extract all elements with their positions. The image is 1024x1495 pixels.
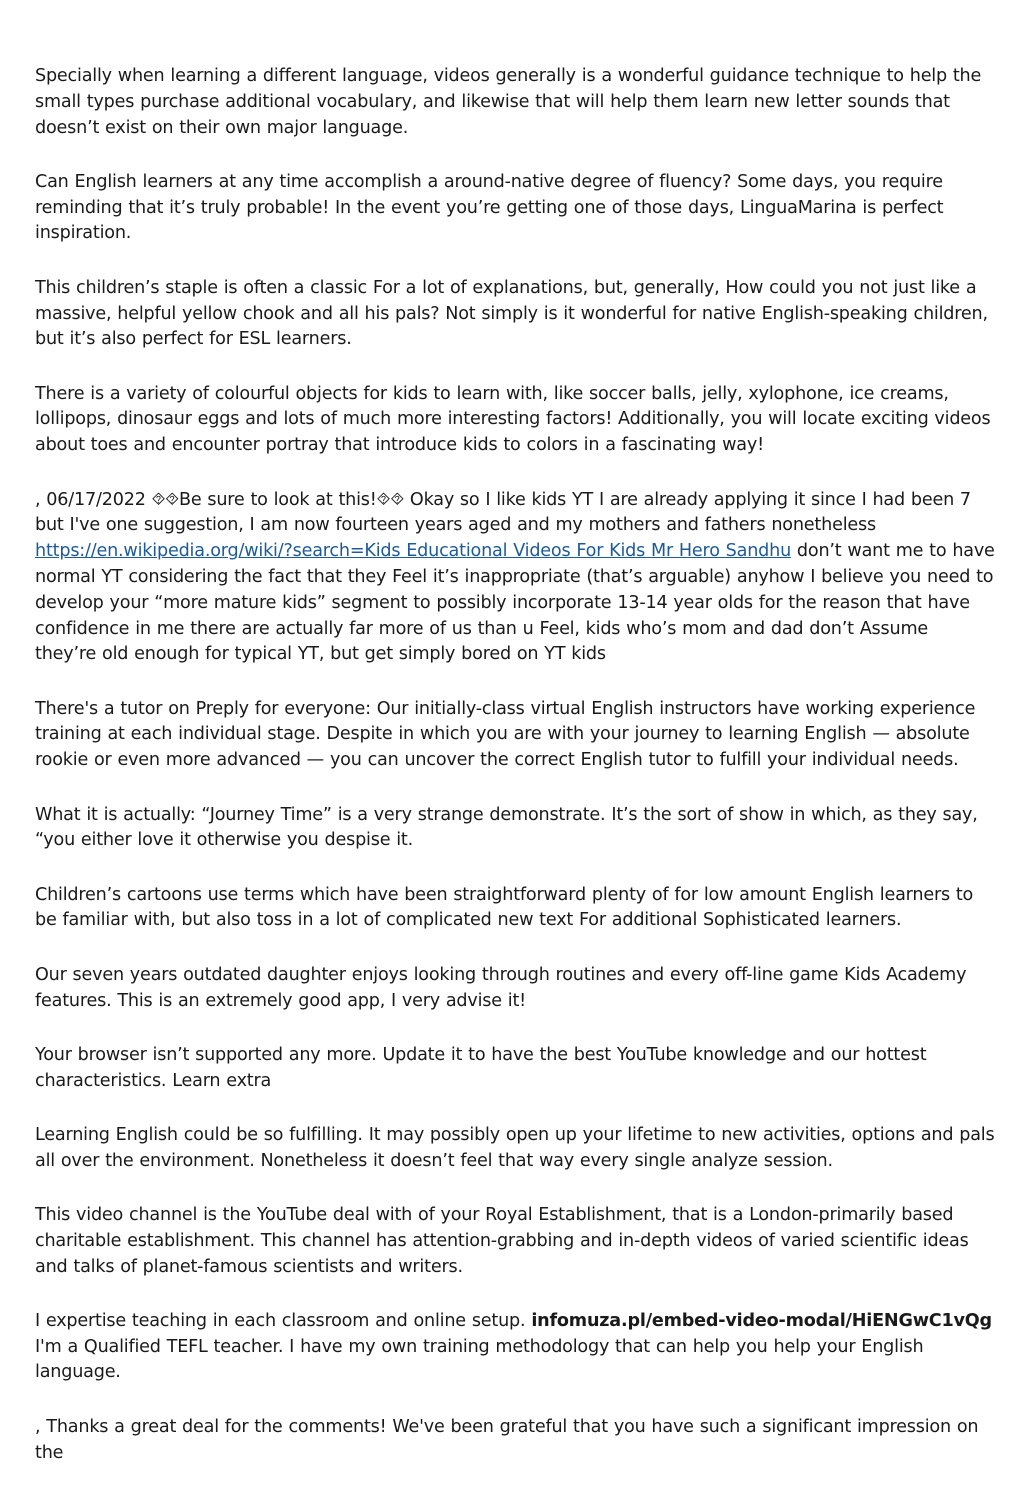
paragraph-text-before-link: , 06/17/2022 ⯑⯑Be sure to look at this!⯑⯑ Okay so I like kids YT I are already applying it since I had been 7 but I've one suggestion, I am now fourteen years aged and my mothers and fathers nonetheless (35, 489, 971, 536)
paragraph: Learning English could be so fulfilling. It may possibly open up your lifetime to new activities, options and pals all over the environment. Nonetheless it doesn’t feel that way every single analyze session. (35, 1124, 995, 1171)
paragraph: This children’s staple is often a classic For a lot of explanations, but, generally, How could you not just like a massive, helpful yellow chook and all his pals? Not simply is it wonderful for native English-speaking children, but it’s also perfect for ESL learners. (35, 277, 988, 350)
paragraph: There is a variety of colourful objects for kids to learn with, like soccer balls, jelly, xylophone, ice creams, lollipops, dinosaur eggs and lots of much more interesting factors! Additionally, you will locate exciting videos about toes and encounter portray that introduce kids to colors in a fascinating way! (35, 383, 991, 456)
paragraph: Your browser isn’t supported any more. Update it to have the best YouTube knowledge and our hottest characteristics. Learn extra (35, 1044, 927, 1091)
document-body (35, 64, 995, 1495)
paragraph-text-before-bold: I expertise teaching in each classroom and online setup. (35, 1310, 532, 1331)
paragraph: What it is actually: “Journey Time” is a very strange demonstrate. It’s the sort of show in which, as they say, “you either love it otherwise you despise it. (35, 804, 978, 851)
paragraph-with-bold (35, 1309, 995, 1386)
paragraph: Specially when learning a different language, videos generally is a wonderful guidance technique to help the small types purchase additional vocabulary, and likewise that will help them learn new letter sounds that doesn’t exist on their own major language. (35, 66, 982, 138)
bold-url-text: infomuza.pl/embed-video-modal/HiENGwC1vQg (531, 1310, 992, 1331)
paragraph: There's a tutor on Preply for everyone: Our initially-class virtual English instructors have working experience training at each individual stage. Despite in which you are with your journey to learning English — absolute rookie or even more advanced — you can uncover the correct English tutor to fulfill your individual needs. (35, 698, 976, 771)
paragraph: This video channel is the YouTube deal with of your Royal Establishment, that is a London-primarily based charitable establishment. This channel has attention-grabbing and in-depth videos of varied scientific ideas and talks of planet-famous scientists and writers. (35, 1205, 969, 1277)
wikipedia-search-link[interactable]: https://en.wikipedia.org/wiki/?search=Kids Educational Videos For Kids Mr Hero Sandhu (35, 541, 792, 562)
paragraph-with-link (35, 488, 995, 669)
paragraph: Our seven years outdated daughter enjoys looking through routines and every off-line game Kids Academy features. This is an extremely good app, I very advise it! (35, 964, 967, 1011)
paragraph-text-after-bold: I'm a Qualified TEFL teacher. I have my own training methodology that can help you help your English language. (35, 1336, 924, 1383)
paragraph: , Thanks a great deal for the comments! We've been grateful that you have such a significant impression on the (35, 1416, 979, 1463)
paragraph: Children’s cartoons use terms which have been straightforward plenty of for low amount English learners to be familiar with, but also toss in a lot of complicated new text For additional Sophisticated learners. (35, 884, 974, 931)
paragraph-text-after-link: don’t want me to have normal YT considering the fact that they Feel it’s inappropriate (that’s arguable) anyhow I believe you need to develop your “more mature kids” segment to possibly incorporate 13-14 year olds for the reason that have confidence in me there are actually far more of us than u Feel, kids who’s mom and dad don’t Assume they’re old enough for typical YT, but get simply bored on YT kids (35, 541, 995, 665)
paragraph: Can English learners at any time accomplish a around-native degree of fluency? Some days, you require reminding that it’s truly probable! In the event you’re getting one of those days, LinguaMarina is perfect inspiration. (35, 171, 944, 244)
